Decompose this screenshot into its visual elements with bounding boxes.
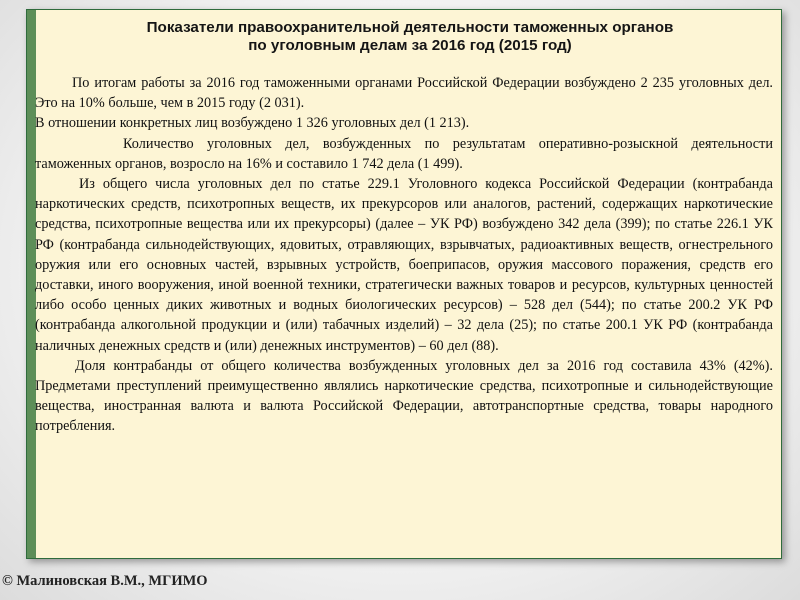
title-line-1: Показатели правоохранительной деятельности таможенных органов bbox=[146, 19, 674, 36]
content-card bbox=[26, 9, 782, 559]
paragraph-5: Доля контрабанды от общего количества возбужденных уголовных дел за 2016 год составила 43% (42%). Предметами преступлений преимущественно являлись наркотические средства, психотропные и сильнодействующие вещества, иностранная валюта и валюта Российской Федерации, автотранспортные средства, товары народного потребления. bbox=[35, 357, 773, 435]
paragraph-2: В отношении конкретных лиц возбуждено 1 326 уголовных дел (1 213). bbox=[35, 115, 470, 132]
title-line-2: по уголовным делам за 2016 год (2015 год) bbox=[248, 37, 572, 54]
copyright-footer: © Малиновская В.М., МГИМО bbox=[2, 573, 208, 589]
paragraph-3: Количество уголовных дел, возбужденных по результатам оперативно-розыскной деятельности таможенных органов, возросло на 16% и составило 1 742 дела (1 499). bbox=[35, 135, 773, 172]
slide-body bbox=[35, 73, 773, 437]
paragraph-1: По итогам работы за 2016 год таможенными органами Российской Федерации возбуждено 2 235 уголовных дел. Это на 10% больше, чем в 2015 году (2 031). bbox=[35, 75, 773, 112]
slide-title bbox=[45, 19, 775, 55]
paragraph-4: Из общего числа уголовных дел по статье 229.1 Уголовного кодекса Российской Федерации (контрабанда наркотических средств, психотропных веществ, их прекурсоров или аналогов, растений, содержащих наркотические средства, психотропные вещества или их прекурсоры) (далее – УК РФ) возбуждено 342 дела (399); по статье 226.1 УК РФ (контрабанда сильнодействующих, ядовитых, отравляющих, взрывчатых, радиоактивных веществ, огнестрельного оружия или его основных частей, взрывных устройств, боеприпасов, оружия массового поражения, средств его доставки, иного вооружения, иной военной техники, стратегически важных товаров и ресурсов, культурных ценностей либо особо ценных диких животных и водных биологических ресурсов) – 528 дел (544); по статье 200.2 УК РФ (контрабанда алкогольной продукции и (или) табачных изделий) – 32 дела (25); по статье 200.1 УК РФ (контрабанда наличных денежных средств и (или) денежных инструментов) – 60 дел (88). bbox=[35, 176, 773, 354]
